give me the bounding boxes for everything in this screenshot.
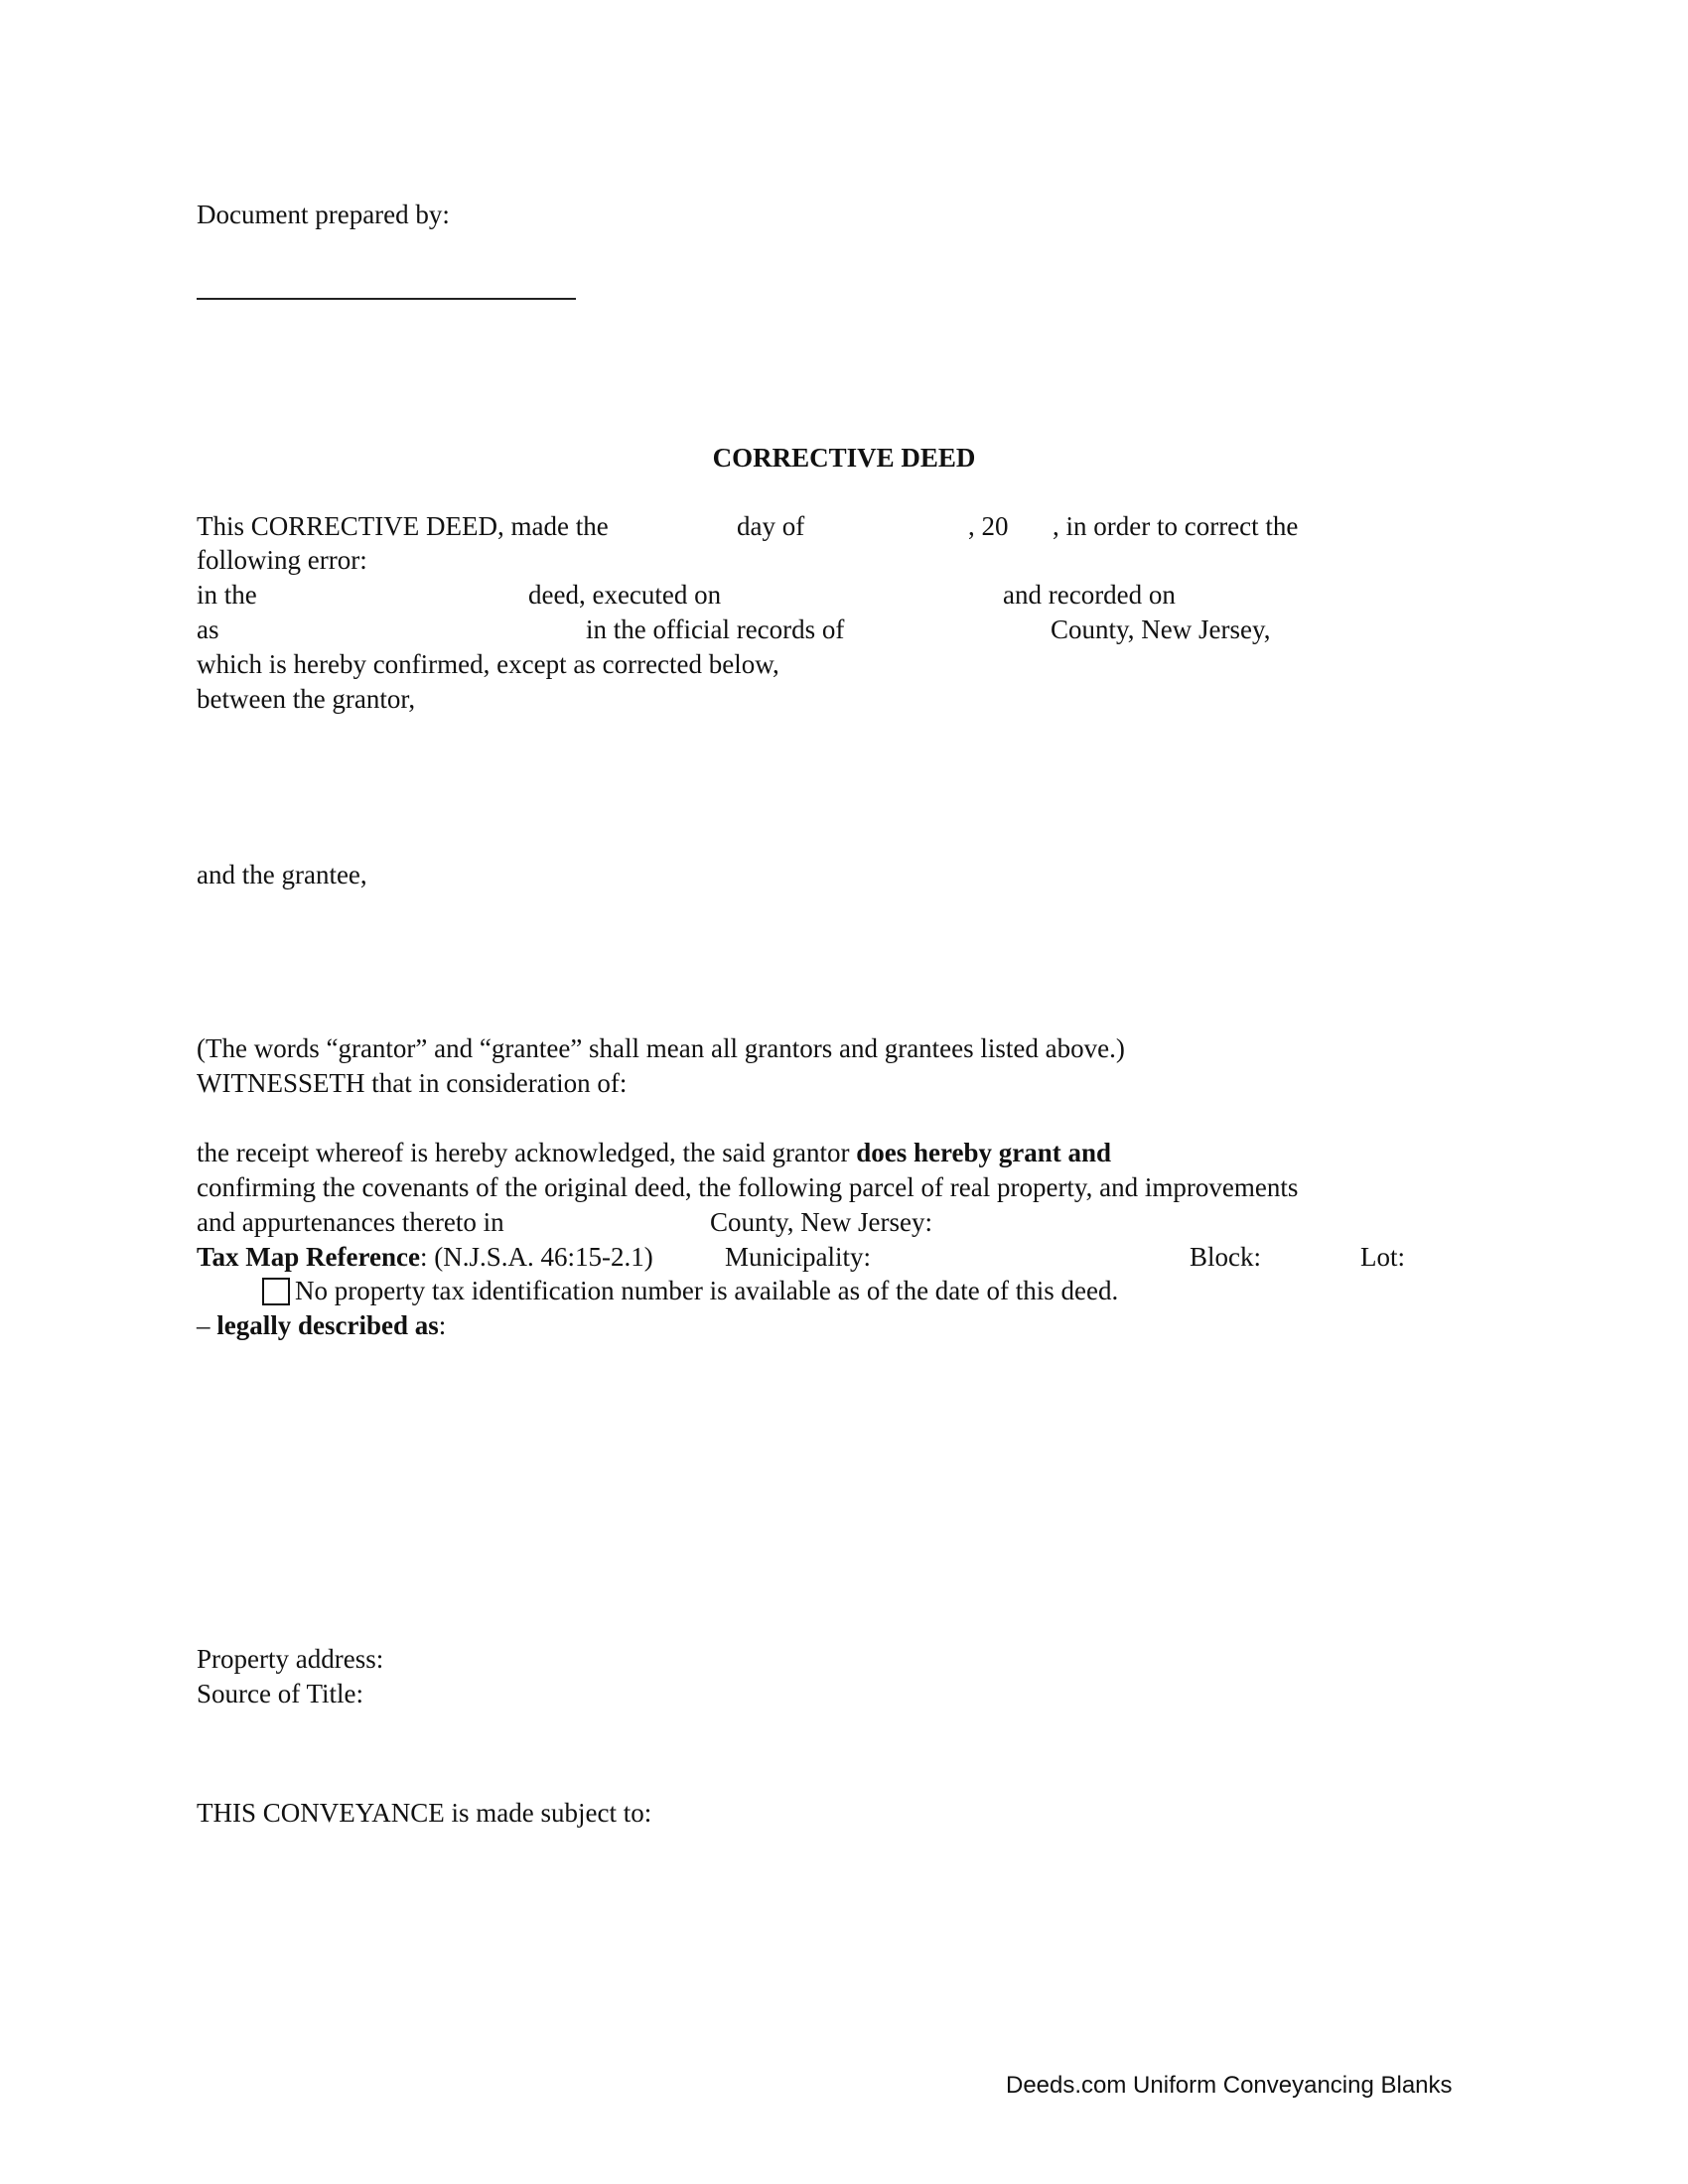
- intro-day-of: day of: [737, 511, 805, 541]
- source-of-title-label: Source of Title:: [197, 1679, 364, 1708]
- intro-county-nj: County, New Jersey,: [1051, 614, 1271, 644]
- intro-following-error: following error:: [197, 545, 367, 575]
- legally-described-label: [197, 1309, 446, 1341]
- legal-colon: :: [438, 1310, 447, 1340]
- conveyance-subject-to: THIS CONVEYANCE is made subject to:: [197, 1798, 652, 1828]
- document-title: CORRECTIVE DEED: [712, 443, 976, 473]
- intro-in-the: in the: [197, 580, 257, 610]
- definitions-text: (The words “grantor” and “grantee” shall mean all grantors and grantees listed above.): [197, 1033, 1125, 1063]
- block-label: Block:: [1190, 1242, 1261, 1272]
- grant-appurtenances-text: and appurtenances thereto in: [197, 1207, 504, 1237]
- grant-bold-text: does hereby grant and: [856, 1138, 1112, 1167]
- grant-receipt-plain: the receipt whereof is hereby acknowledged, the said grantor: [197, 1138, 850, 1167]
- no-tax-id-text: No property tax identification number is available as of the date of this deed.: [295, 1276, 1119, 1305]
- intro-made-the: This CORRECTIVE DEED, made the: [197, 511, 609, 541]
- legal-dash: –: [197, 1310, 211, 1340]
- intro-recorded-on: and recorded on: [1003, 580, 1176, 610]
- tax-map-reference: [197, 1241, 653, 1273]
- grantor-label: between the grantor,: [197, 684, 416, 714]
- lot-label: Lot:: [1360, 1242, 1405, 1272]
- grant-receipt-text: [197, 1137, 1111, 1168]
- prepared-by-line[interactable]: [197, 298, 576, 300]
- tax-map-statute: : (N.J.S.A. 46:15-2.1): [419, 1242, 653, 1272]
- intro-confirmed: which is hereby confirmed, except as corrected below,: [197, 649, 779, 679]
- witnesseth-text: WITNESSETH that in consideration of:: [197, 1068, 628, 1098]
- tax-map-label: Tax Map Reference: [197, 1242, 420, 1272]
- grant-county-nj: County, New Jersey:: [710, 1207, 932, 1237]
- prepared-by-label: Document prepared by:: [197, 200, 450, 229]
- municipality-label: Municipality:: [725, 1242, 871, 1272]
- grantee-label: and the grantee,: [197, 860, 367, 889]
- legal-label: legally described as: [216, 1310, 439, 1340]
- intro-to-correct: , in order to correct the: [1053, 511, 1299, 541]
- intro-as: as: [197, 614, 219, 644]
- grant-covenants-text: confirming the covenants of the original deed, the following parcel of real property, and improvements: [197, 1172, 1299, 1202]
- intro-official-records: in the official records of: [586, 614, 845, 644]
- footer-branding: Deeds.com Uniform Conveyancing Blanks: [1006, 2072, 1453, 2099]
- intro-year: , 20: [968, 511, 1009, 541]
- intro-deed-executed-on: deed, executed on: [528, 580, 722, 610]
- property-address-label: Property address:: [197, 1644, 384, 1674]
- no-tax-id-checkbox[interactable]: [262, 1278, 290, 1305]
